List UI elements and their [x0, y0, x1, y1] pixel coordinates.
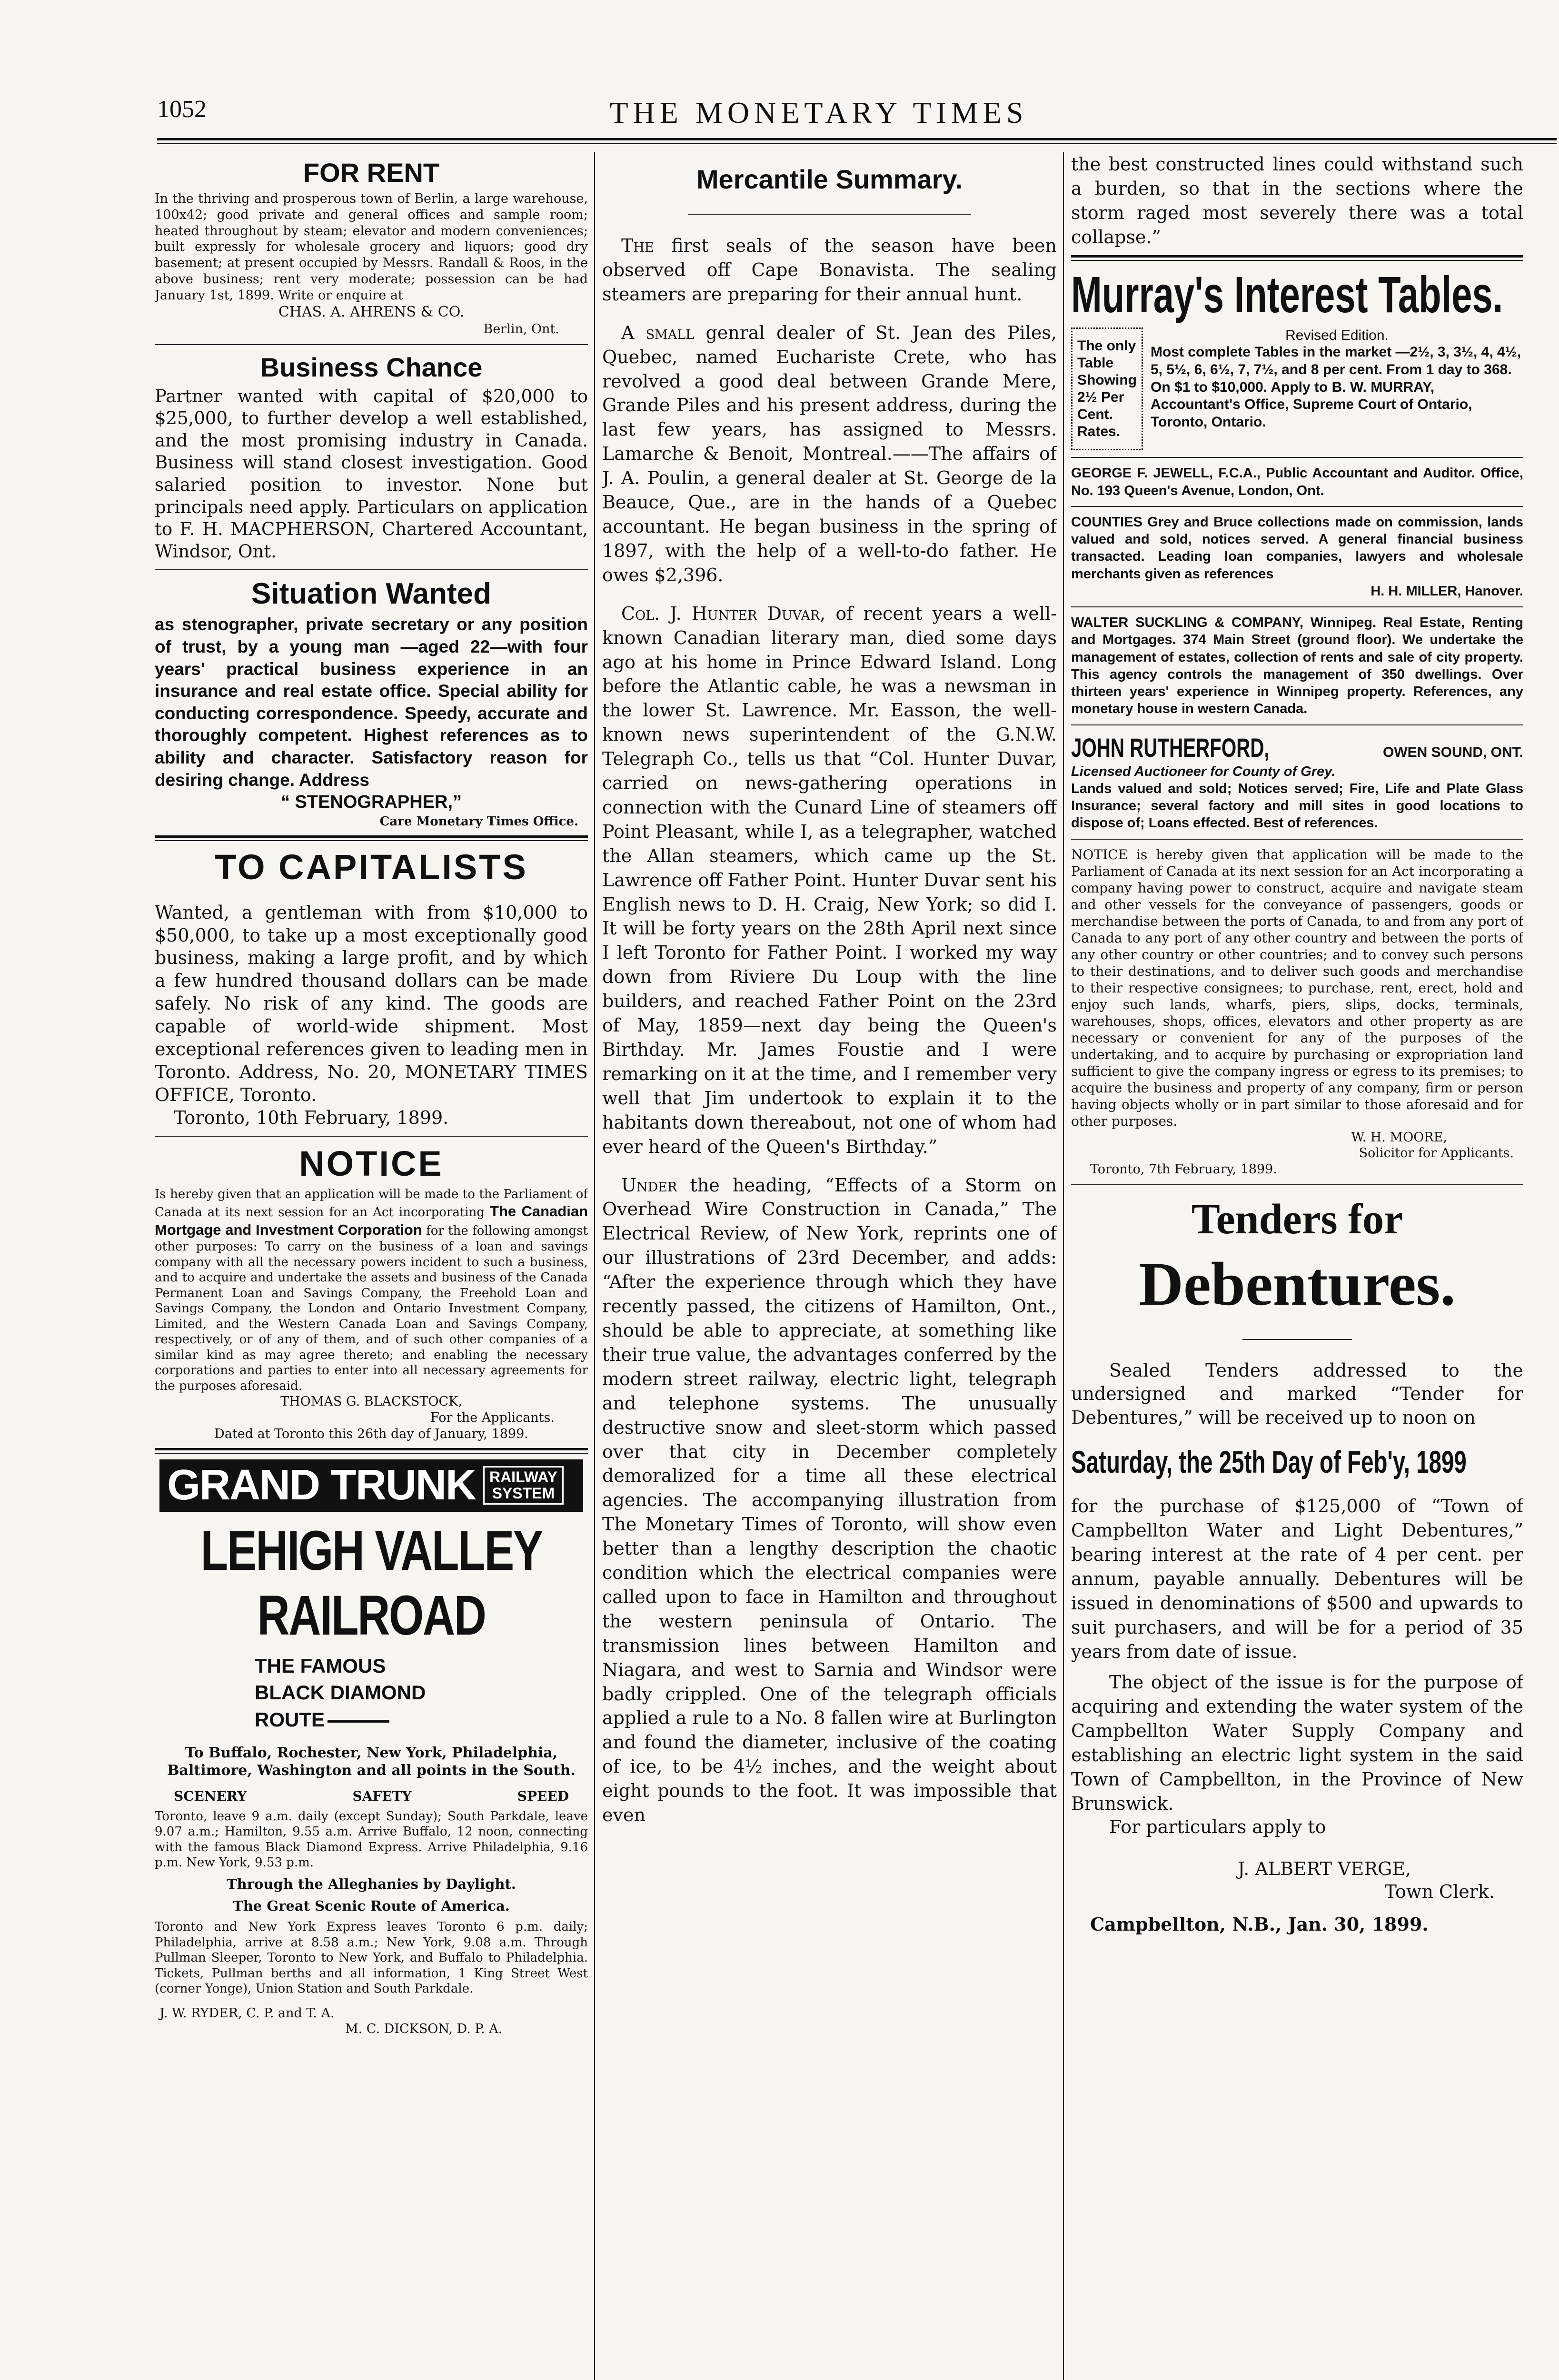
- banner-right-1: RAILWAY: [489, 1468, 557, 1486]
- divider: [1071, 457, 1523, 458]
- paragraph-lead: A small: [621, 322, 695, 343]
- notice-date: Dated at Toronto this 26th day of January, 1899.: [214, 1426, 528, 1441]
- route-arrow: [328, 1720, 389, 1723]
- notice-intro: Is hereby given that an application will be made to the Parliament of Canada at its next session for an Act incorporating: [155, 1187, 588, 1220]
- scenic-route: The Great Scenic Route of America.: [233, 1897, 510, 1914]
- railroad-name: LEHIGH VALLEY RAILROAD: [200, 1519, 542, 1647]
- grand-trunk-ad: [155, 1459, 588, 2038]
- column-middle: [602, 152, 1057, 2380]
- rutherford-role: Licensed Auctioneer for County of Grey.: [1071, 764, 1336, 779]
- notice-2-signature: W. H. MOORE,: [1351, 1130, 1447, 1145]
- tenders-title-1: Tenders for: [1191, 1195, 1403, 1243]
- notice-2-body: NOTICE is hereby given that application will be made to the Parliament of Canada at its next session for an Act incorporating a company having power to construct, acquire and navigate steam and other vessels for the conveyance of passengers, goods or merchandise between the ports of Canada, to and from any port of Canada to any port of any other country and between the ports of any other country or other countries; and to convey such persons to their destinations, and to deliver such goods and merchandise to their respective consignees; to purchase, rent, erect, hold and enjoy such lands, wharfs, piers, slips, docks, terminals, warehouses, shops, offices, elevators and other property as are necessary or convenient for any of the purposes of the undertaking, and to acquire by purchasing or expropriation land sufficient to give the company ingress or egress to its premises; to acquire the business and property of any company, firm or person having objects wholly or in part similar to those aforesaid and for other purposes.: [1071, 846, 1523, 1129]
- paragraph-text: genral dealer of St. Jean des Piles, Quebec, named Eucharistе Crete, who has revolved a good deal between Grande Mere, Grande Piles and his present address, during the last few years, has assigned to Messrs. Lamarche & Benoit, Montreal.——The affairs of J. A. Poulin, a general dealer at St. George de la Beauce, Que., are in the hands of a Quebec accountant. He began business in the spring of 1897, with the help of a well-to-do father. He owes $2,396.: [602, 322, 1057, 585]
- ad-location: Berlin, Ont.: [483, 321, 559, 337]
- column-divider: [1063, 152, 1064, 2380]
- divider: [1071, 606, 1523, 607]
- famous-line: THE FAMOUS: [255, 1654, 386, 1677]
- jewell-ad: GEORGE F. JEWELL, F.C.A., Public Accountant and Auditor. Office, No. 193 Queen's Avenue, London, Ont.: [1071, 466, 1523, 498]
- tenders-body: for the purchase of $125,000 of “Town of Campbellton Water and Light Debentures,” bearing interest at the rate of 4 per cent. per annum, payable annually. Debentures will be issued in denominations of $500 and upwards to suit purchasers, and will be for a period of 35 years from date of issue.: [1071, 1496, 1523, 1662]
- dickson: M. C. DICKSON, D. P. A.: [345, 2022, 503, 2037]
- ad-title: NOTICE: [299, 1144, 444, 1184]
- tenders-apply: For particulars apply to: [1109, 1816, 1326, 1837]
- notice-2-for: Solicitor for Applicants.: [1359, 1146, 1514, 1161]
- divider: [1071, 1184, 1523, 1185]
- banner-left: GRAND TRUNK: [167, 1461, 476, 1509]
- column-right: [1071, 152, 1523, 2380]
- paragraph-lead: Col. J. Hunter Duvar,: [621, 603, 826, 624]
- header-rule: [157, 138, 1557, 144]
- tenders-date: Saturday, the 25th Day of Feb'y, 1899: [1071, 1444, 1467, 1480]
- divider: [1071, 724, 1523, 725]
- notice-corp: The Canadian Mortgage and Investment Corporation: [155, 1202, 588, 1238]
- divider: [1071, 255, 1523, 261]
- for-rent-ad: [155, 157, 588, 337]
- page-number: 1052: [157, 96, 207, 123]
- motto-safety: SAFETY: [352, 1788, 412, 1804]
- banner-right: [483, 1466, 564, 1505]
- counties-ad: COUNTIES Grey and Bruce collections made on commission, lands valued and sold, notices served. A general financial business transacted. Leading loan companies, lawyers and wholesale merchants given as references: [1071, 514, 1523, 582]
- ad-care: Care Monetary Times Office.: [379, 814, 578, 829]
- notice-ad: [155, 1143, 588, 1442]
- continued-text: the best constructed lines could withstand such a burden, so that in the sections where the storm raged most severely there was a total collapse.”: [1071, 154, 1523, 248]
- route-line: [255, 1706, 588, 1734]
- ad-address: “ STENOGRAPHER,”: [280, 792, 462, 813]
- paragraph-1: [602, 234, 1057, 307]
- murray-text: Most complete Tables in the market —2½, 3, 3½, 4, 4½, 5, 5½, 6, 6½, 7, 7½, and 8 per cent. From 1 day to 368. On $1 to $10,000. Apply to B. W. MURRAY, Accountant's Office, Supreme Court of Ontario, Toronto, Ontario.: [1150, 344, 1521, 430]
- ad-title: Situation Wanted: [251, 577, 491, 611]
- counties-signature: H. H. MILLER, Hanover.: [1370, 583, 1523, 599]
- murray-edition: Revised Edition.: [1285, 327, 1389, 344]
- express: Toronto and New York Express leaves Toronto 6 p.m. daily; Philadelphia, arrive at 8.58 a.m.; New York, 9.08 a.m. Through Pullman Sleeper, Toronto to New York, and Buffalo to Philadelphia. Tickets, Pullman berths and all information, 1 King Street West (corner Yonge), Union Station and South Parkdale.: [155, 1920, 588, 1996]
- column-divider: [594, 152, 595, 2380]
- notice-for: For the Applicants.: [430, 1410, 555, 1426]
- page-header: [157, 95, 1480, 143]
- murray-box: The only Table Showing 2½ Per Cent. Rates.: [1071, 327, 1143, 450]
- ad-title: Business Chance: [260, 352, 483, 382]
- ad-body: as stenographer, private secretary or any position of trust, by a young man —aged 22—with four years' practical business experience in an insurance and real estate office. Special ability for conducting correspondence. Speedy, accurate and thoroughly competent. Highest references as to ability and character. Satisfactory reason for desiring change. Address: [155, 615, 588, 790]
- paragraph-text: first seals of the season have been observed off Cape Bonavista. The sealing steamers are preparing for their annual hunt.: [602, 235, 1057, 305]
- paragraph-lead: Under: [621, 1174, 677, 1196]
- capitalists-ad: [155, 847, 588, 1130]
- divider: [155, 1136, 588, 1137]
- paragraph-4: [602, 1173, 1057, 1827]
- tenders-object: The object of the issue is for the purpose of acquiring and extending the water system of the Campbellton Water Supply Company and establishing an electric light system in the said Town of Campbellton, in the Province of New Brunswick.: [1071, 1672, 1523, 1814]
- divider: [155, 835, 588, 841]
- notice-signature: THOMAS G. BLACKSTOCK,: [280, 1394, 462, 1409]
- ad-body: Partner wanted with capital of $20,000 to $25,000, to further develop a well established, and the most promising industry in Canada. Business will stand closest investigation. Good salaried position to investor. None but principals need apply. Particulars on application to F. H. MACPHERSON, Chartered Accountant, Windsor, Ont.: [155, 386, 588, 562]
- motto-scenery: SCENERY: [174, 1788, 247, 1804]
- business-chance-ad: [155, 352, 588, 563]
- situation-wanted-ad: [155, 577, 588, 829]
- masthead: THE MONETARY TIMES: [609, 96, 1028, 129]
- tenders-title-2: Debentures.: [1139, 1250, 1456, 1319]
- tenders-place: Campbellton, N.B., Jan. 30, 1899.: [1090, 1913, 1429, 1935]
- short-rule: [1242, 1339, 1352, 1340]
- route-label: ROUTE: [255, 1708, 325, 1731]
- paragraph-2: [602, 321, 1057, 587]
- grand-trunk-banner: [159, 1459, 583, 1512]
- tenders-role: Town Clerk.: [1384, 1881, 1495, 1902]
- murray-text-wrap: [1151, 327, 1523, 431]
- ryder: J. W. RYDER, C. P. and T. A.: [159, 2005, 335, 2021]
- destinations: To Buffalo, Rochester, New York, Philadelphia, Baltimore, Washington and all points in the South.: [167, 1744, 576, 1779]
- paragraph-lead: The: [621, 235, 654, 256]
- article-title: Mercantile Summary.: [696, 164, 963, 194]
- tenders-signature: J. ALBERT VERGE,: [1238, 1858, 1411, 1879]
- ad-title: FOR RENT: [303, 158, 440, 188]
- divider: [155, 344, 588, 345]
- ad-title: TO CAPITALISTS: [215, 847, 528, 887]
- tenders-intro: Sealed Tenders addressed to the undersigned and marked “Tender for Debentures,” will be received up to noon on: [1071, 1359, 1523, 1428]
- title-rule: [688, 214, 971, 215]
- ad-signature: CHAS. A. AHRENS & CO.: [278, 304, 465, 321]
- murray-ad: [1071, 267, 1523, 451]
- notice-2-date: Toronto, 7th February, 1899.: [1090, 1162, 1277, 1177]
- suckling-ad: WALTER SUCKLING & COMPANY, Winnipeg. Real Estate, Renting and Mortgages. 374 Main Street (ground floor). We undertake the management of estates, collection of rents and sale of city property. This agency controls the management of 350 dwellings. Over thirteen years' experience in Winnipeg property. References, any monetary house in western Canada.: [1071, 615, 1523, 717]
- paragraph-text: of recent years a well-known Canadian literary man, died some days ago at his home in Prince Edward Island. Long before the Atlantic cable, he was a newsman in the lower St. Lawrence. Mr. Easson, the well-known news superintendent of the G.N.W. Telegraph Co., tells us that “Col. Hunter Duvar, carried on news-gathering operations in connection with the Cunard Line of steamers off Point Pleasant, while I, as a telegrapher, watched the Allan steamers, which came up the St. Lawrence off Father Point. Hunter Duvar sent his English news to D. H. Craig, New York; so did I. It will be forty years on the 28th April next since I left Toronto for Father Point. I worked my way down from Riviere Du Loup with the line builders, and reached Father Point on the 23rd of May, 1859—next day being the Queen's Birthday. Mr. James Foustie and I were remarking on it at the time, and I remember very well that Jim undertook to explain it to the habitants down thereabout, not one of whom had ever heard of the Queen's Birthday.”: [602, 603, 1057, 1157]
- notice-2-ad: [1071, 846, 1523, 1178]
- rutherford-name: JOHN RUTHERFORD,: [1071, 732, 1270, 763]
- rutherford-body: Lands valued and sold; Notices served; Fire, Life and Plate Glass Insurance; several factory and mill sites in good locations to dispose of; Loans effected. Best of references.: [1071, 781, 1523, 831]
- murray-table: [1071, 327, 1523, 450]
- divider: [155, 1448, 588, 1454]
- divider: [155, 569, 588, 570]
- murray-title: Murray's Interest Tables.: [1071, 265, 1503, 323]
- tenders-ad: [1071, 1195, 1523, 1935]
- divider: [1071, 839, 1523, 840]
- banner-right-2: SYSTEM: [492, 1484, 555, 1502]
- paragraph-text: the heading, “Effects of a Storm on Overhead Wire Construction in Canada,” The Electrical Review, of New York, reprints one of our illustrations of 23rd December, and adds: “After the experience through which they have recently passed, the citizens of Hamilton, Ont., should be able to appreciate, at something like their true value, the advantages conferred by the modern street railway, electric light, telegraph and telephone systems. The unusually destructive snow and sleet-storm which passed over that city in December completely demoralized for a time all these electrical agencies. The accompanying illustration from The Monetary Times of Toronto, will show even better than a lengthy description the chaotic condition which the electrical companies were called upon to face in Hamilton and throughout the western peninsula of Ontario. The transmission lines between Hamilton and Niagara, and west to Sarnia and Windsor were badly crippled. One of the telegraph officials applied a rule to a No. 8 fallen wire at Burlington and found the diameter, inclusive of the coating of ice, to be 4½ inches, and the weight about eight pounds to the foot. It was impossible that even: [602, 1174, 1057, 1826]
- ad-body: Wanted, a gentleman with from $10,000 to $50,000, to take up a most exceptionally good business, making a large profit, and by which a few hundred thousand dollars can be made safely. No risk of any kind. The goods are capable of world-wide shipment. Most exceptional references given to leading men in Toronto. Address, No. 20, MONETARY TIMES OFFICE, Toronto.: [155, 902, 588, 1105]
- notice-body: for the following amongst other purposes: To carry on the business of a loan and savings company with all the necessary powers incident to such a business, and to acquire and undertake the assets and business of the Canada Permanent Loan and Savings Company, the Freehold Loan and Savings Company, the London and Ontario Investment Company, Limited, and the Western Canada Loan and Savings Company, respectively, or of any of them, and of such other companies of a similar kind as may agree thereto; and enabling the necessary corporations and parties to enter into all necessary agreements for the purposes aforesaid.: [155, 1223, 588, 1393]
- alleghanies: Through the Alleghanies by Daylight.: [227, 1875, 516, 1892]
- column-left: [155, 152, 588, 2380]
- ad-date: Toronto, 10th February, 1899.: [174, 1107, 449, 1128]
- diamond-line: BLACK DIAMOND: [255, 1681, 426, 1704]
- rutherford-place: OWEN SOUND, ONT.: [1382, 744, 1523, 760]
- paragraph-3: [602, 602, 1057, 1159]
- motto-row: [155, 1780, 588, 1809]
- schedule: Toronto, leave 9 a.m. daily (except Sunday); South Parkdale, leave 9.07 a.m.; Hamilton, 9.55 a.m. Arrive Buffalo, 12 noon, connecting with the famous Black Diamond Express. Arrive Philadelphia, 9.16 p.m. New York, 9.53 p.m.: [155, 1809, 588, 1870]
- rutherford-ad: [1071, 732, 1523, 832]
- motto-speed: SPEED: [517, 1788, 569, 1804]
- divider: [1071, 506, 1523, 507]
- ad-body: In the thriving and prosperous town of Berlin, a large warehouse, 100x42; good private and general offices and sample room; heated throughout by steam; elevator and modern conveniences; built expressly for wholesale grocery and liquors; good dry basement; at present occupied by Messrs. Randall & Roos, in the above business; rent very moderate; possession can be had January 1st, 1899. Write or enquire at: [155, 191, 588, 303]
